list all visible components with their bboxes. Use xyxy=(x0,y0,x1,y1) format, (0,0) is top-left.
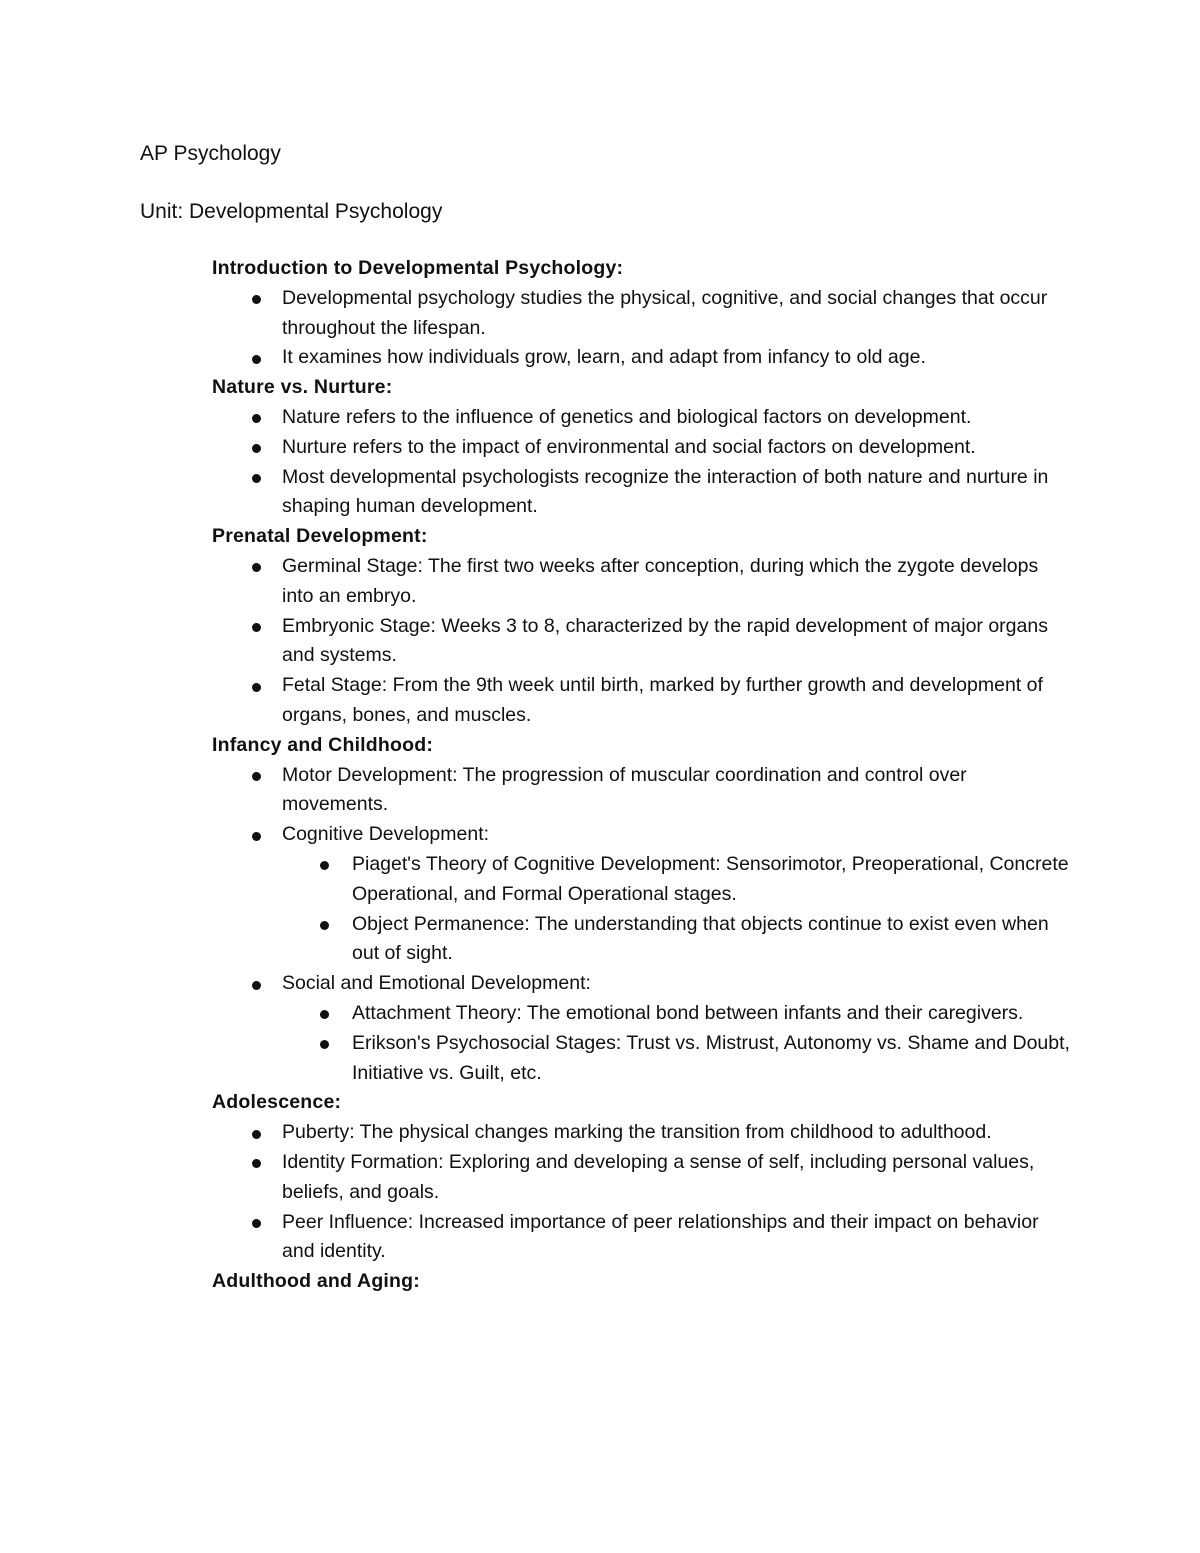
list-item xyxy=(212,969,1072,1088)
section-heading-adulthood-and-aging: Adulthood and Aging: xyxy=(212,1270,420,1293)
section-heading-nature-vs-nurture: Nature vs. Nurture: xyxy=(212,376,393,399)
section-heading-infancy-and-childhood: Infancy and Childhood: xyxy=(212,733,434,756)
sublist-item: Object Permanence: The understanding that objects continue to exist even when out of sight. xyxy=(282,910,1072,970)
sublist-item: Piaget's Theory of Cognitive Development: Sensorimotor, Preoperational, Concrete Operational, and Formal Operational stages. xyxy=(282,850,1072,910)
section-list-adolescence xyxy=(212,1118,1072,1267)
list-item: Peer Influence: Increased importance of peer relationships and their impact on behavior and identity. xyxy=(212,1208,1072,1268)
list-item-text: Motor Development: The progression of muscular coordination and control over movements. xyxy=(282,763,967,816)
list-item xyxy=(212,820,1072,969)
list-item: Nurture refers to the impact of environmental and social factors on development. xyxy=(212,433,1072,463)
sublist-social-emotional-development xyxy=(282,999,1072,1088)
list-item xyxy=(212,761,1072,821)
course-title: AP Psychology xyxy=(140,142,281,165)
section-heading-prenatal-development: Prenatal Development: xyxy=(212,525,428,548)
section-heading-introduction: Introduction to Developmental Psychology: xyxy=(212,257,624,279)
list-item: Nature refers to the influence of genetics and biological factors on development. xyxy=(212,403,1072,433)
sublist-item: Erikson's Psychosocial Stages: Trust vs. Mistrust, Autonomy vs. Shame and Doubt, Initiative vs. Guilt, etc. xyxy=(282,1029,1072,1089)
section-heading-adolescence: Adolescence: xyxy=(212,1091,342,1114)
section-list-infancy-and-childhood xyxy=(212,761,1072,1089)
list-item-text: Cognitive Development: xyxy=(282,823,490,846)
list-item: Puberty: The physical changes marking the transition from childhood to adulthood. xyxy=(212,1118,1072,1148)
list-item: Fetal Stage: From the 9th week until birth, marked by further growth and development of organs, bones, and muscles. xyxy=(212,671,1072,731)
list-item: Developmental psychology studies the physical, cognitive, and social changes that occur throughout the lifespan. xyxy=(212,284,1072,344)
list-item: Germinal Stage: The first two weeks after conception, during which the zygote develops into an embryo. xyxy=(212,552,1072,612)
list-item: Identity Formation: Exploring and developing a sense of self, including personal values, beliefs, and goals. xyxy=(212,1148,1072,1208)
section-list-prenatal-development xyxy=(212,552,1072,731)
unit-title: Unit: Developmental Psychology xyxy=(140,200,443,223)
sublist-cognitive-development xyxy=(282,850,1072,969)
section-list-nature-vs-nurture xyxy=(212,403,1072,522)
list-item: Embryonic Stage: Weeks 3 to 8, characterized by the rapid development of major organs and systems. xyxy=(212,612,1072,672)
sublist-item: Attachment Theory: The emotional bond between infants and their caregivers. xyxy=(282,999,1072,1029)
list-item-text: Social and Emotional Development: xyxy=(282,972,591,995)
section-list-introduction xyxy=(212,284,1072,373)
notes-content xyxy=(212,254,1072,1297)
list-item: Most developmental psychologists recognize the interaction of both nature and nurture in shaping human development. xyxy=(212,463,1072,523)
list-item: It examines how individuals grow, learn, and adapt from infancy to old age. xyxy=(212,343,1072,373)
